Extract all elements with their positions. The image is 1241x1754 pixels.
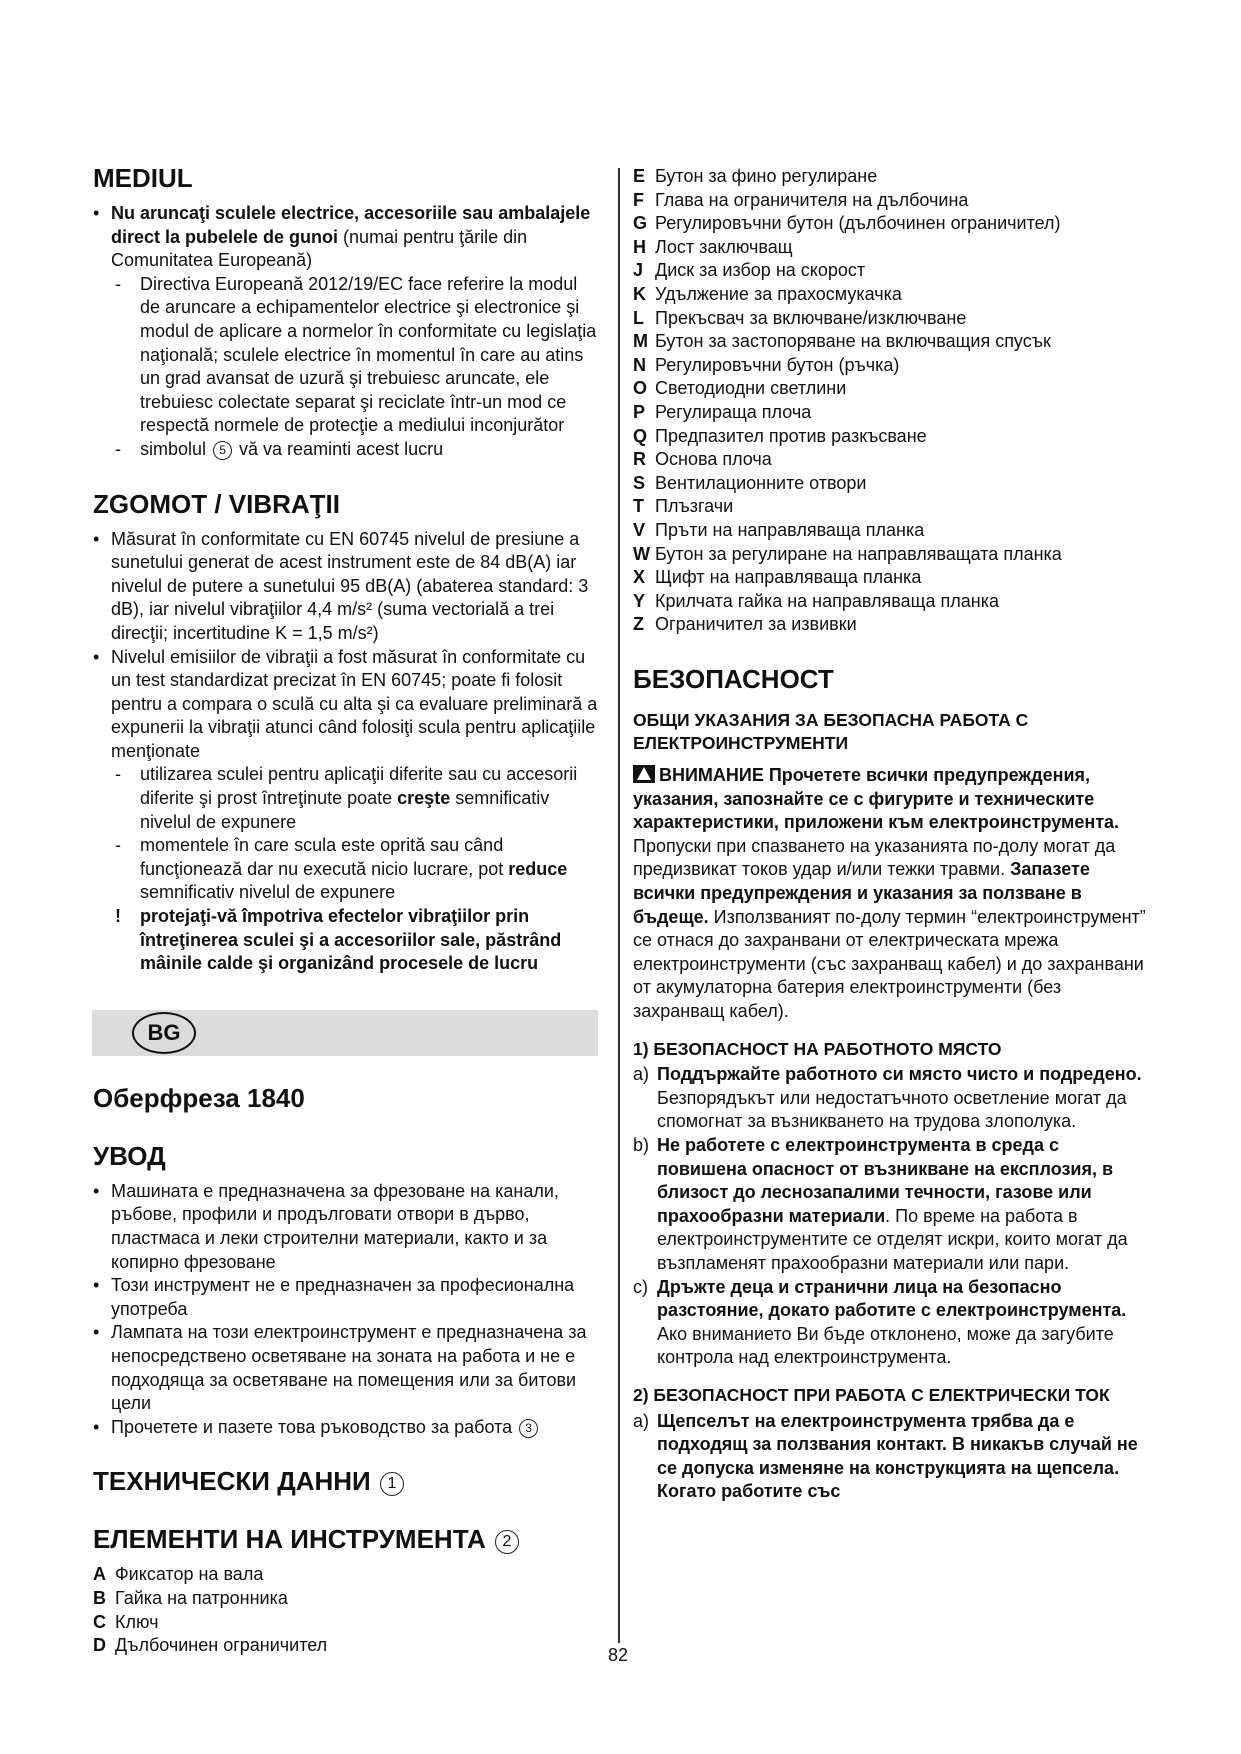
item-label: O xyxy=(633,378,648,399)
item-label: B xyxy=(93,1587,106,1608)
text: . По време на работа в електроинструментите се отделят искри, които могат да възпламенят прахообразни материали или пари. xyxy=(657,1205,1128,1273)
text: 2) БЕЗОПАСНОСТ ПРИ РАБОТА С ЕЛЕКТРИЧЕСКИ ТОК xyxy=(633,1384,1110,1405)
text: semnificativ nivelul de expunere xyxy=(140,788,550,832)
item-label: K xyxy=(633,283,646,304)
bold-text: Запазете всички предупреждения и указания за ползване в бъдеще. xyxy=(633,859,1090,927)
lettered-item xyxy=(633,1063,1153,1134)
item-label: P xyxy=(633,401,646,422)
part-list-item xyxy=(633,212,1153,236)
item-label: G xyxy=(633,213,648,234)
text: utilizarea sculei pentru aplicaţii diferite sau cu accesorii diferite şi prost întreţinute poate xyxy=(140,764,578,809)
text: (numai pentru ţările din Comunitatea Europeană) xyxy=(111,226,528,271)
text: Прочетете и пазете това ръководство за работа xyxy=(111,1416,518,1437)
text: Оберфреза 1840 xyxy=(93,1082,305,1113)
text: УВОД xyxy=(93,1140,166,1171)
text: Лампата на този електроинструмент е предназначена за непосредствено осветяване на зоната на работа и не е подходяща за осветяване на помещения или за битови цели xyxy=(111,1322,587,1414)
bullet-item xyxy=(93,1321,598,1415)
item-label: M xyxy=(633,331,648,352)
text: protejaţi-vă împotriva efectelor vibraţiilor prin întreţinerea sculei şi a accesoriilor sale, păstrând mâinile calde şi organizând procesele de lucru xyxy=(140,906,562,974)
language-band xyxy=(92,1010,598,1056)
item-label: c) xyxy=(633,1276,648,1297)
item-label: Z xyxy=(633,614,644,635)
text: Плъзгачи xyxy=(655,496,734,517)
bullet-item xyxy=(93,202,598,273)
item-label: E xyxy=(633,166,646,186)
item-label: Y xyxy=(633,590,646,611)
warning-triangle-icon xyxy=(633,765,655,783)
part-list-item xyxy=(633,189,1153,213)
item-label: a) xyxy=(633,1064,650,1085)
text: Машината е предназначена за фрезоване на канали, ръбове, профили и продълговати отвори в дърво, пластмаса и леки строителни материали, както и за копирно фрезоване xyxy=(111,1180,559,1272)
text: Лост заключващ xyxy=(655,236,793,257)
circled-figure-ref: 3 xyxy=(519,1419,538,1438)
part-list-item xyxy=(633,401,1153,425)
item-label: X xyxy=(633,567,646,588)
right-column xyxy=(633,165,1153,1504)
text: Пропуски при спазването на указанията по-долу могат да предизвикат токов удар и/или тежки травми. xyxy=(633,835,1116,880)
text: ОБЩИ УКАЗАНИЯ ЗА БЕЗОПАСНА РАБОТА С ЕЛЕКТРОИНСТРУМЕНТИ xyxy=(633,709,1029,754)
bold-text: Поддържайте работното си място чисто и подредено. xyxy=(657,1064,1142,1085)
item-label: Q xyxy=(633,425,648,446)
text: Използваният по-долу термин “електроинструмент” се отнася до захранвани от електрическата мрежа електроинструменти (със захранващ кабел) и до захранвани от акумулаторна батерия електроинструменти (без захранващ кабел). xyxy=(633,906,1146,1021)
bold-text: Щепселът на електроинструмента трябва да е подходящ за ползвания контакт. В никакъв случай не се допуска изменяне на конструкцията на щепсела. Когато работите със xyxy=(657,1410,1138,1502)
item-label: W xyxy=(633,543,650,564)
text: Вентилационните отвори xyxy=(655,472,867,493)
text: ТЕХНИЧЕСКИ ДАННИ xyxy=(93,1466,378,1497)
part-list-item xyxy=(633,377,1153,401)
part-list-item xyxy=(633,613,1153,637)
part-list-item xyxy=(93,1587,598,1611)
lettered-item xyxy=(633,1134,1153,1276)
paragraph xyxy=(633,764,1153,1024)
text: Nivelul emisiilor de vibraţii a fost măsurat în conformitate cu un test standardizat precizat în EN 60745; poate fi folosit pentru a compara o sculă cu alta şi ca evaluare preliminară a expunerii la vibraţii atunci când folosiţi scula pentru aplicaţiile menţionate xyxy=(111,646,598,761)
section-heading xyxy=(93,162,598,194)
text: ZGOMOT / VIBRAŢII xyxy=(93,488,340,519)
section-heading xyxy=(93,1465,598,1497)
text: Основа плоча xyxy=(655,449,772,470)
text: 1) БЕЗОПАСНОСТ НА РАБОТНОТО МЯСТО xyxy=(633,1038,1002,1059)
text: Дълбочинен ограничител xyxy=(115,1635,328,1656)
part-list-item xyxy=(633,354,1153,378)
subsection-heading xyxy=(633,709,1153,756)
text: Бутон за регулиране на направляващата планка xyxy=(655,543,1062,564)
text: Фиксатор на вала xyxy=(115,1564,264,1585)
text: Пръти на направляваща планка xyxy=(655,519,925,540)
item-label: F xyxy=(633,189,644,210)
item-label: N xyxy=(633,354,646,375)
text: Регулираща плоча xyxy=(655,401,812,422)
bullet-item xyxy=(93,1180,598,1274)
text: Глава на ограничителя на дълбочина xyxy=(655,189,969,210)
part-list-item xyxy=(93,1611,598,1635)
text: Directiva Europeană 2012/19/EC face referire la modul de aruncare a echipamentelor electrice şi electronice şi modul de aplicare a normelor în conformitate cu legislaţia naţională; sculele electrice în momentul în care au atins un grad avansat de uzură şi trebuiesc aruncate, ele trebuiesc colectate separat şi reciclate într-un mod ce respectă normele de protecţie a mediului inconjurător xyxy=(140,273,597,436)
bullet-item xyxy=(93,646,598,764)
part-list-item xyxy=(93,1634,598,1658)
text: Крилчата гайка на направляваща планка xyxy=(655,590,999,611)
part-list-item xyxy=(633,283,1153,307)
section-heading xyxy=(93,1140,598,1172)
lettered-item xyxy=(633,1410,1153,1504)
item-label: J xyxy=(633,260,644,281)
part-list-item xyxy=(633,425,1153,449)
page-number: 82 xyxy=(608,1645,629,1665)
section-heading xyxy=(93,1523,598,1555)
part-list-item xyxy=(633,590,1153,614)
text: ЕЛЕМЕНТИ НА ИНСТРУМЕНТА xyxy=(93,1524,493,1555)
part-list-item xyxy=(633,472,1153,496)
circled-figure-ref: 2 xyxy=(495,1530,519,1554)
bold-text: creşte xyxy=(397,788,451,809)
item-label: R xyxy=(633,449,646,470)
bold-text: ВНИМАНИЕ Прочетете всички предупреждения, указания, запознайте се с фигурите и техническите характеристики, приложени към електроинструмента. xyxy=(633,765,1120,833)
part-list-item xyxy=(633,330,1153,354)
bullet-item xyxy=(93,1274,598,1321)
subsection-heading xyxy=(633,1038,1153,1062)
text: Безпорядъкът или недостатъчното осветление могат да спомогнат за възникването на трудова злополука. xyxy=(657,1087,1127,1132)
bold-text: Nu aruncaţi sculele electrice, accesoriile sau ambalajele direct la pubelele de gunoi xyxy=(111,203,591,247)
item-label: a) xyxy=(633,1410,650,1431)
bullet-item xyxy=(93,1416,598,1440)
column-divider xyxy=(618,168,620,1643)
text: momentele în care scula este oprită sau când funcţionează dar nu execută nicio lucrare, pot xyxy=(140,835,509,879)
bullet-item xyxy=(93,528,598,646)
text: Бутон за фино регулиране xyxy=(655,166,878,186)
text: MEDIUL xyxy=(93,163,193,193)
subsection-heading xyxy=(633,1384,1153,1408)
item-label: A xyxy=(93,1564,106,1585)
dash-item xyxy=(93,438,598,462)
item-label: V xyxy=(633,519,646,540)
left-column xyxy=(93,162,598,1658)
text: Предпазител против разкъсване xyxy=(655,425,927,446)
item-label: L xyxy=(633,307,644,328)
text: Прекъсвач за включване/изключване xyxy=(655,307,967,328)
bold-text: Дръжте деца и странични лица на безопасно разстояние, докато работите с електроинструмента. xyxy=(657,1276,1127,1321)
text: Регулировъчни бутон (ръчка) xyxy=(655,354,900,375)
text: Регулировъчни бутон (дълбочинен ограничител) xyxy=(655,213,1061,234)
dash-item xyxy=(93,834,598,905)
part-list-item xyxy=(633,566,1153,590)
text: Ако вниманието Ви бъде отклонено, може да загубите контрола над електроинструмента. xyxy=(657,1323,1114,1368)
text: Ограничител за извивки xyxy=(655,614,857,635)
part-list-item xyxy=(633,543,1153,567)
item-label: C xyxy=(93,1611,106,1632)
text: Щифт на направляваща планка xyxy=(655,567,922,588)
dash-item xyxy=(93,273,598,438)
text: vă va reaminti acest lucru xyxy=(234,438,444,459)
warning-note xyxy=(93,905,598,976)
bold-text: reduce xyxy=(508,858,568,879)
part-list-item xyxy=(633,519,1153,543)
part-list-item xyxy=(633,236,1153,260)
text: semnificativ nivelul de expunere xyxy=(140,882,396,903)
text: Бутон за застопоряване на включващия спусък xyxy=(655,331,1051,352)
part-list-item xyxy=(633,165,1153,189)
item-label: H xyxy=(633,236,646,257)
circled-figure-ref: 5 xyxy=(213,441,232,460)
section-heading xyxy=(633,663,1153,695)
lettered-item xyxy=(633,1276,1153,1370)
part-list-item xyxy=(633,495,1153,519)
item-label: T xyxy=(633,496,644,517)
item-label: S xyxy=(633,472,646,493)
text: Светодиодни светлини xyxy=(655,378,847,399)
section-heading xyxy=(93,1082,598,1114)
text: Удължение за прахосмукачка xyxy=(655,283,902,304)
item-label: b) xyxy=(633,1134,650,1155)
text: Ключ xyxy=(115,1611,159,1632)
part-list-item xyxy=(93,1563,598,1587)
text: БЕЗОПАСНОСТ xyxy=(633,663,834,694)
text: Гайка на патронника xyxy=(115,1587,288,1608)
bold-text: Не работете с електроинструмента в среда с повишена опасност от възникване на експлозия, в близост до леснозапалими течности, газове или прахообразни материали xyxy=(657,1134,1114,1226)
text: Măsurat în conformitate cu EN 60745 nivelul de presiune a sunetului generat de acest instrument este de 84 dB(A) iar nivelul de putere a sunetului 95 dB(A) (abaterea standard: 3 dB), iar nivelul vibraţiilor 4,4 m/s² (suma vectorială a trei direcţii; incertitudine K = 1,5 m/s²) xyxy=(111,528,589,643)
item-label: D xyxy=(93,1635,106,1656)
circled-figure-ref: 1 xyxy=(380,1472,404,1496)
text: Този инструмент не е предназначен за професионална употреба xyxy=(111,1275,575,1319)
dash-item xyxy=(93,763,598,834)
text: simbolul xyxy=(140,438,212,459)
section-heading xyxy=(93,488,598,520)
part-list-item xyxy=(633,259,1153,283)
part-list-item xyxy=(633,307,1153,331)
part-list-item xyxy=(633,448,1153,472)
text: Диск за избор на скорост xyxy=(655,260,866,281)
language-badge: BG xyxy=(132,1012,196,1054)
